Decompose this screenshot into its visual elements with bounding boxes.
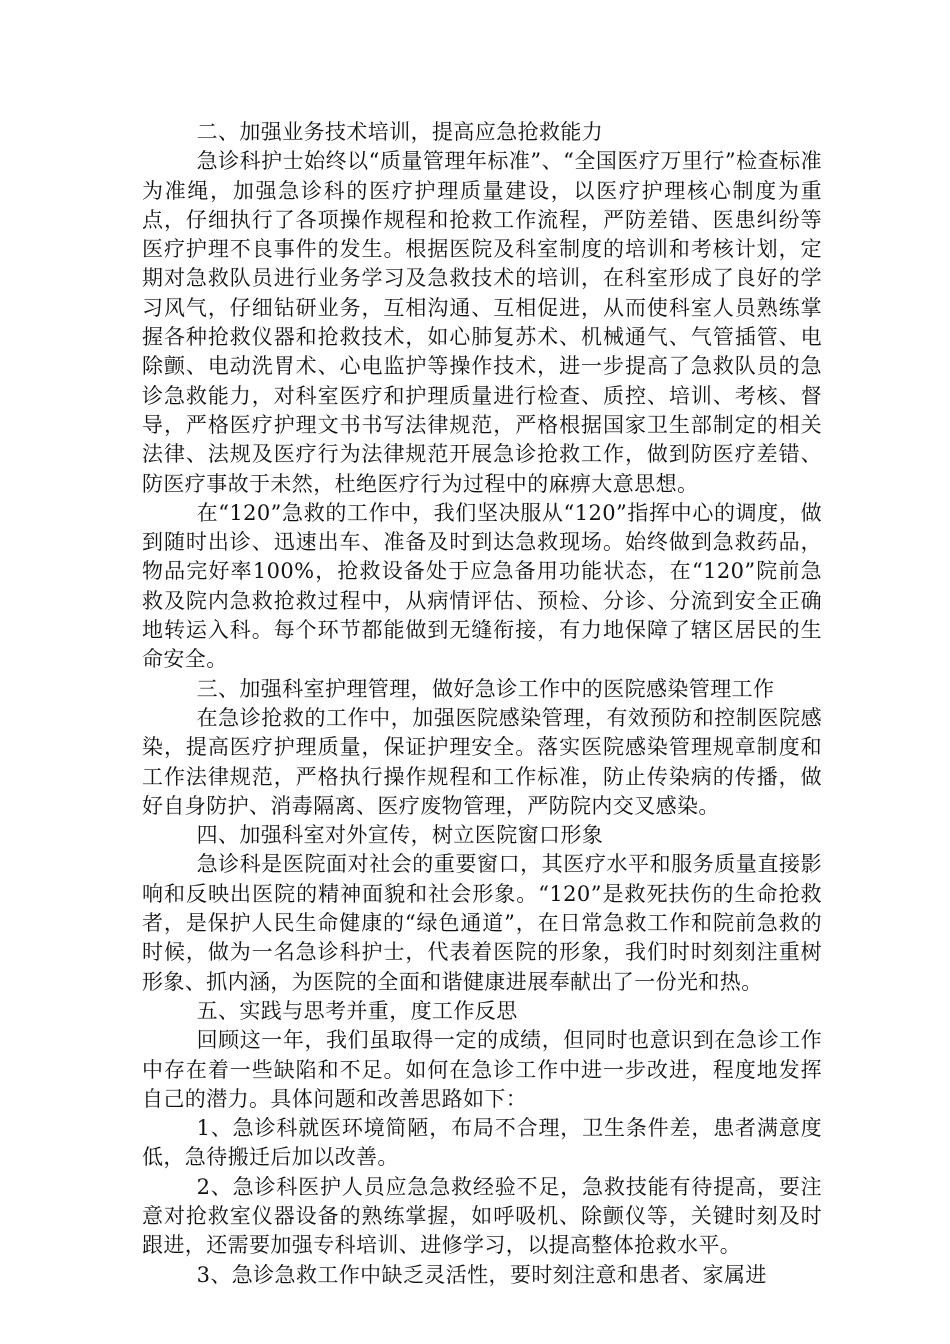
- section-heading-3: 三、加强科室护理管理，做好急诊工作中的医院感染管理工作: [196, 676, 775, 701]
- document-body: [142, 118, 822, 1290]
- section-heading-5: 五、实践与思考并重，度工作反思: [196, 998, 518, 1023]
- body-paragraph: 急诊科是医院面对社会的重要窗口，其医疗水平和服务质量直接影响和反映出医院的精神面貌和社会形象。“120”是救死扶伤的生命抢救者，是保护人民生命健康的“绿色通道”，在日常急救工作和院前急救的时候，做为一名急诊科护士，代表着医院的形象，我们时时刻刻注重树形象、抓内涵，为医院的全面和谐健康进展奉献出了一份光和热。: [142, 852, 822, 994]
- list-item-3: 3、急诊急救工作中缺乏灵活性，要时刻注意和患者、家属进: [196, 1262, 767, 1287]
- body-paragraph: 在“120”急救的工作中，我们坚决服从“120”指挥中心的调度，做到随时出诊、迅速出车、准备及时到达急救现场。始终做到急救药品，物品完好率100%，抢救设备处于应急备用功能状态，在“120”院前急救及院内急救抢救过程中，从病情评估、预检、分诊、分流到安全正确地转运入科。每个环节都能做到无缝衔接，有力地保障了辖区居民的生命安全。: [142, 500, 822, 672]
- body-paragraph: 急诊科护士始终以“质量管理年标准”、“全国医疗万里行”检查标准为准绳，加强急诊科的医疗护理质量建设，以医疗护理核心制度为重点，仔细执行了各项操作规程和抢救工作流程，严防差错、医患纠纷等医疗护理不良事件的发生。根据医院及科室制度的培训和考核计划，定期对急救队员进行业务学习及急救技术的培训，在科室形成了良好的学习风气，仔细钻研业务，互相沟通、互相促进，从而使科室人员熟练掌握各种抢救仪器和抢救技术，如心肺复苏术、机械通气、气管插管、电除颤、电动洗胃术、心电监护等操作技术，进一步提高了急救队员的急诊急救能力，对科室医疗和护理质量进行检查、质控、培训、考核、督导，严格医疗护理文书书写法律规范，严格根据国家卫生部制定的相关法律、法规及医疗行为法律规范开展急诊抢救工作，做到防医疗差错、防医疗事故于未然，杜绝医疗行为过程中的麻痹大意思想。: [142, 149, 822, 496]
- section-heading-4: 四、加强科室对外宣传，树立医院窗口形象: [196, 823, 604, 848]
- list-item-1: 1、急诊科就医环境简陋，布局不合理，卫生条件差，患者满意度低，急待搬迁后加以改善。: [142, 1116, 822, 1170]
- body-paragraph: 回顾这一年，我们虽取得一定的成绩，但同时也意识到在急诊工作中存在着一些缺陷和不足。如何在急诊工作中进一步改进，程度地发挥自己的潜力。具体问题和改善思路如下：: [142, 1028, 822, 1111]
- section-heading-2: 二、加强业务技术培训，提高应急抢救能力: [196, 120, 604, 144]
- body-paragraph: 在急诊抢救的工作中，加强医院感染管理，有效预防和控制医院感染，提高医疗护理质量，保证护理安全。落实医院感染管理规章制度和工作法律规范，严格执行操作规程和工作标准，防止传染病的传播，做好自身防护、消毒隔离、医疗废物管理，严防院内交叉感染。: [142, 705, 822, 818]
- list-item-2: 2、急诊科医护人员应急急救经验不足，急救技能有待提高，要注意对抢救室仪器设备的熟练掌握，如呼吸机、除颤仪等，关键时刻及时跟进，还需要加强专科培训、进修学习，以提高整体抢救水平。: [142, 1174, 822, 1258]
